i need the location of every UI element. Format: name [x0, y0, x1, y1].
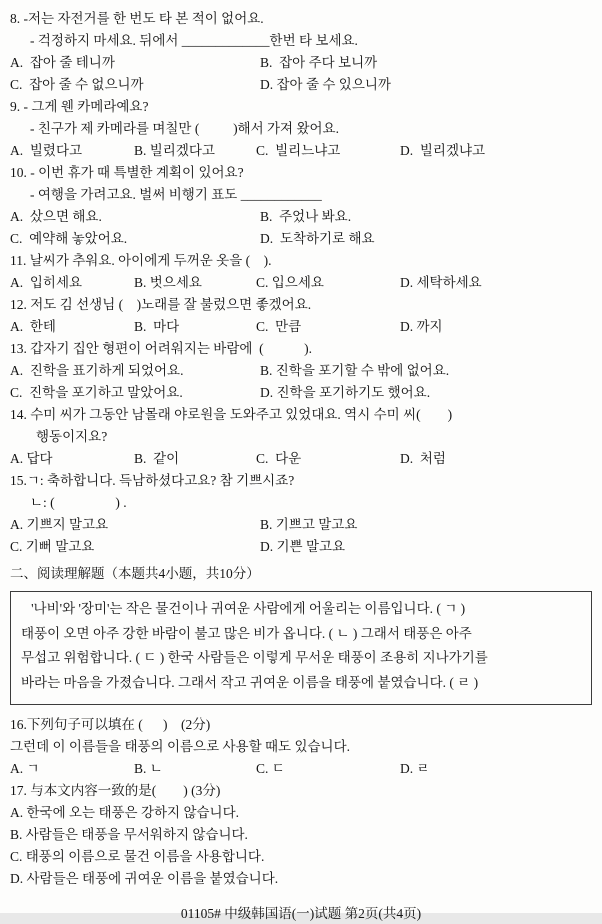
- question-15-option-b: B. 기쁘고 말고요: [260, 517, 358, 532]
- question-9-option-a: A. 빌렸다고: [10, 143, 83, 158]
- question-11-options-row: [10, 272, 592, 294]
- question-9-prompt: 9. - 그게 웬 카메라예요?: [10, 99, 149, 114]
- question-15-options-row-1: [10, 514, 592, 536]
- question-9-option-b: B. 빌리겠다고: [134, 143, 215, 158]
- page-footer: 01105# 中级韩国语(一)试题 第2页(共4页): [180, 906, 422, 921]
- question-16-option-b: B. ㄴ: [134, 761, 163, 776]
- question-14-prompt: 14. 수미 씨가 그동안 남몰래 야로원을 도와주고 있었대요. 역시 수미 씨( ): [10, 407, 453, 422]
- question-11-option-c: C. 입으세요: [256, 275, 324, 290]
- question-15-prompt: 15.ㄱ: 축하합니다. 득남하셨다고요? 참 기쁘시죠?: [10, 473, 295, 488]
- question-14-option-d: D. 처럼: [400, 451, 446, 466]
- question-13-option-b: B. 진학을 포기할 수 밖에 없어요.: [260, 363, 450, 378]
- question-10-option-b: B. 주었나 봐요.: [260, 209, 352, 224]
- question-11-option-b: B. 벗으세요: [134, 275, 202, 290]
- question-10-option-a: A. 샀으면 해요.: [10, 209, 102, 224]
- question-14-options-row: [10, 448, 592, 470]
- passage-line-1: '나비'와 '장미'는 작은 물건이나 귀여운 사람에게 어울리는 이름입니다. ( ㄱ ): [21, 601, 466, 616]
- question-12-option-b: B. 마다: [134, 319, 180, 334]
- question-16-prompt: 16.下列句子可以填在 ( ) (2分): [10, 717, 211, 732]
- question-13-options-row-2: [10, 382, 592, 404]
- question-17-prompt: 17. 与本文内容一致的是( ) (3分): [10, 783, 221, 798]
- question-16-option-d: D. ㄹ: [400, 761, 430, 776]
- question-11-option-a: A. 입히세요: [10, 275, 83, 290]
- question-13-option-c: C. 진학을 포기하고 말았어요.: [10, 385, 183, 400]
- question-13-option-d: D. 진학을 포기하기도 했어요.: [260, 385, 431, 400]
- question-12-option-a: A. 한테: [10, 319, 56, 334]
- question-8-option-d: D. 잡아 줄 수 있으니까: [260, 77, 391, 92]
- question-8-options-row-2: [10, 74, 592, 96]
- passage-line-3: 무섭고 위험합니다. ( ㄷ ) 한국 사람들은 이렇게 무서운 태풍이 조용히 지나가기를: [21, 650, 488, 665]
- question-15-option-a: A. 기쁘지 말고요: [10, 517, 109, 532]
- question-13-prompt: 13. 갑자기 집안 형편이 어려워지는 바람에 ( ).: [10, 341, 313, 356]
- question-10-options-row-1: [10, 206, 592, 228]
- question-8-option-c: C. 잡아 줄 수 없으니까: [10, 77, 144, 92]
- question-10-prompt-line-2: - 여행을 가려고요. 벌써 비행기 표도 ____________: [30, 187, 322, 202]
- question-8-prompt: 8. -저는 자전거를 한 번도 타 본 적이 없어요.: [10, 11, 264, 26]
- question-9-option-c: C. 빌리느냐고: [256, 143, 341, 158]
- question-16-sentence: 그런데 이 이름들을 태풍의 이름으로 사용할 때도 있습니다.: [10, 739, 350, 754]
- question-8-option-a: A. 잡아 줄 테니까: [10, 55, 115, 70]
- question-11-prompt: 11. 날씨가 추워요. 아이에게 두꺼운 옷을 ( ).: [10, 253, 272, 268]
- question-10-option-c: C. 예약해 놓았어요.: [10, 231, 128, 246]
- question-8-option-b: B. 잡아 주다 보니까: [260, 55, 378, 70]
- question-17-option-d: D. 사람들은 태풍에 귀여운 이름을 붙였습니다.: [10, 871, 279, 886]
- question-9-prompt-line-2: - 친구가 제 카메라를 며칠만 ( )해서 가져 왔어요.: [30, 121, 339, 136]
- question-17-option-a: A. 한국에 오는 태풍은 강하지 않습니다.: [10, 805, 239, 820]
- question-15-prompt-line-2: ㄴ: ( ) .: [30, 495, 127, 510]
- question-10-options-row-2: [10, 228, 592, 250]
- question-14-option-b: B. 같이: [134, 451, 180, 466]
- question-16-option-a: A. ㄱ: [10, 761, 40, 776]
- question-14-prompt-line-2: 행동이지요?: [36, 429, 108, 444]
- question-17-option-b: B. 사람들은 태풍을 무서워하지 않습니다.: [10, 827, 248, 842]
- question-15-option-c: C. 기뻐 말고요: [10, 539, 95, 554]
- question-16-options-row: [10, 758, 592, 780]
- question-8-options-row-1: [10, 52, 592, 74]
- question-10-prompt: 10. - 이번 휴가 때 특별한 계획이 있어요?: [10, 165, 244, 180]
- question-16-option-c: C. ㄷ: [256, 761, 285, 776]
- question-12-option-c: C. 만큼: [256, 319, 302, 334]
- question-8-prompt-line-2: - 걱정하지 마세요. 뒤에서 _____________한번 타 보세요.: [30, 33, 358, 48]
- question-13-options-row-1: [10, 360, 592, 382]
- passage-line-2: 태풍이 오면 아주 강한 바람이 불고 많은 비가 옵니다. ( ㄴ ) 그래서 태풍은 아주: [21, 625, 472, 641]
- question-12-option-d: D. 까지: [400, 319, 443, 334]
- passage-line-4: 바라는 마음을 가졌습니다. 그래서 작고 귀여운 이름을 태풍에 붙였습니다. ( ㄹ ): [21, 674, 479, 690]
- question-14-option-a: A. 답다: [10, 451, 53, 466]
- question-15-options-row-2: [10, 536, 592, 558]
- reading-passage-box: [10, 591, 592, 705]
- question-9-option-d: D. 빌리겠냐고: [400, 143, 486, 158]
- question-15-option-d: D. 기쁜 말고요: [260, 539, 346, 554]
- question-13-option-a: A. 진학을 표기하게 되었어요.: [10, 363, 184, 378]
- question-12-options-row: [10, 316, 592, 338]
- question-12-prompt: 12. 저도 김 선생님 ( )노래를 잘 불렀으면 좋겠어요.: [10, 297, 312, 312]
- question-10-option-d: D. 도착하기로 해요: [260, 231, 375, 246]
- question-11-option-d: D. 세탁하세요: [400, 275, 482, 290]
- question-17-option-c: C. 태풍의 이름으로 물건 이름을 사용합니다.: [10, 849, 265, 864]
- section-2-heading: 二、阅读理解题（本题共4小题，共10分）: [10, 566, 260, 581]
- question-14-option-c: C. 다운: [256, 451, 302, 466]
- question-9-options-row: [10, 140, 592, 162]
